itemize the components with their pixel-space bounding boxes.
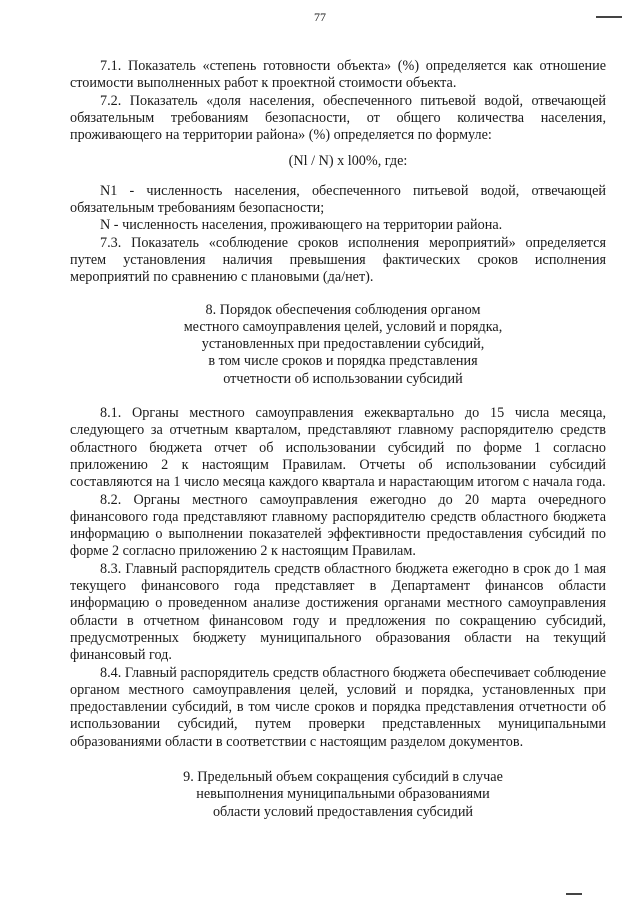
heading-line: установленных при предоставлении субсидий, [201,336,485,353]
section-9-heading [70,769,606,821]
paragraph-8-1: 8.1. Органы местного самоуправления ежеквартально до 15 числа месяца, следующего за отчетным кварталом, представляют главному распорядителю средств областного бюджета отчет об использовании субсидий по форме 1 согласно приложению 2 к настоящим Правилам. Отчеты об использовании субсидий составляются на 1 число месяца каждого квартала и нарастающим итогом с начала года. [70,405,606,491]
formula: (Nl / N) x l00%, где: [288,153,408,170]
heading-line: в том числе сроков и порядка представления [208,353,478,370]
heading-line: 9. Предельный объем сокращения субсидий в случае [183,768,503,785]
definition-n: N - численность населения, проживающего на территории района. [100,217,503,234]
section-8-heading [70,302,606,388]
scan-mark [596,16,622,18]
heading-line: невыполнения муниципальными образованиями [196,786,490,803]
page-number: 77 [314,10,326,24]
heading-line: области условий предоставления субсидий [212,803,474,820]
paragraph-7-2: 7.2. Показатель «доля населения, обеспеченного питьевой водой, отвечающей обязательным требованиям безопасности, от общего количества населения, проживающего на территории района» (%) определяется по формуле: [70,92,606,144]
heading-line: 8. Порядок обеспечения соблюдения органом [205,301,481,318]
heading-line: местного самоуправления целей, условий и порядка, [183,318,503,335]
paragraph-8-3: 8.3. Главный распорядитель средств областного бюджета ежегодно в срок до 1 мая текущего финансового года представляет в Департамент финансов области информацию о проведенном анализе достижения органами местного самоуправления области в отчетном финансовом году и предложения по сокращению субсидий, предусмотренных бюджету муниципального образования области на текущий финансовый год. [70,560,606,664]
definition-n1: N1 - численность населения, обеспеченного питьевой водой, отвечающей обязательным требованиям безопасности; [70,182,606,217]
paragraph-7-3: 7.3. Показатель «соблюдение сроков исполнения мероприятий» определяется путем установления наличия превышения фактических сроков исполнения мероприятий по сравнению с плановыми (да/нет). [70,234,606,286]
paragraph-8-4: 8.4. Главный распорядитель средств областного бюджета обеспечивает соблюдение органом местного самоуправления целей, условий и порядка, установленных при предоставлении субсидий, в том числе сроков и порядка представления отчетности об использовании субсидий, путем проверки представленных муниципальными образованиями области в соответствии с настоящим разделом документов. [70,664,606,750]
heading-line: отчетности об использовании субсидий [223,370,463,387]
scan-mark [566,893,582,895]
paragraph-7-1: 7.1. Показатель «степень готовности объекта» (%) определяется как отношение стоимости выполненных работ к проектной стоимости объекта. [70,58,606,92]
paragraph-8-2: 8.2. Органы местного самоуправления ежегодно до 20 марта очередного финансового года представляют главному распорядителю средств областного бюджета информацию о выполнении показателей эффективности предоставления субсидий по форме 2 согласно приложению 2 к настоящим Правилам. [70,491,606,560]
document-body [70,58,606,838]
